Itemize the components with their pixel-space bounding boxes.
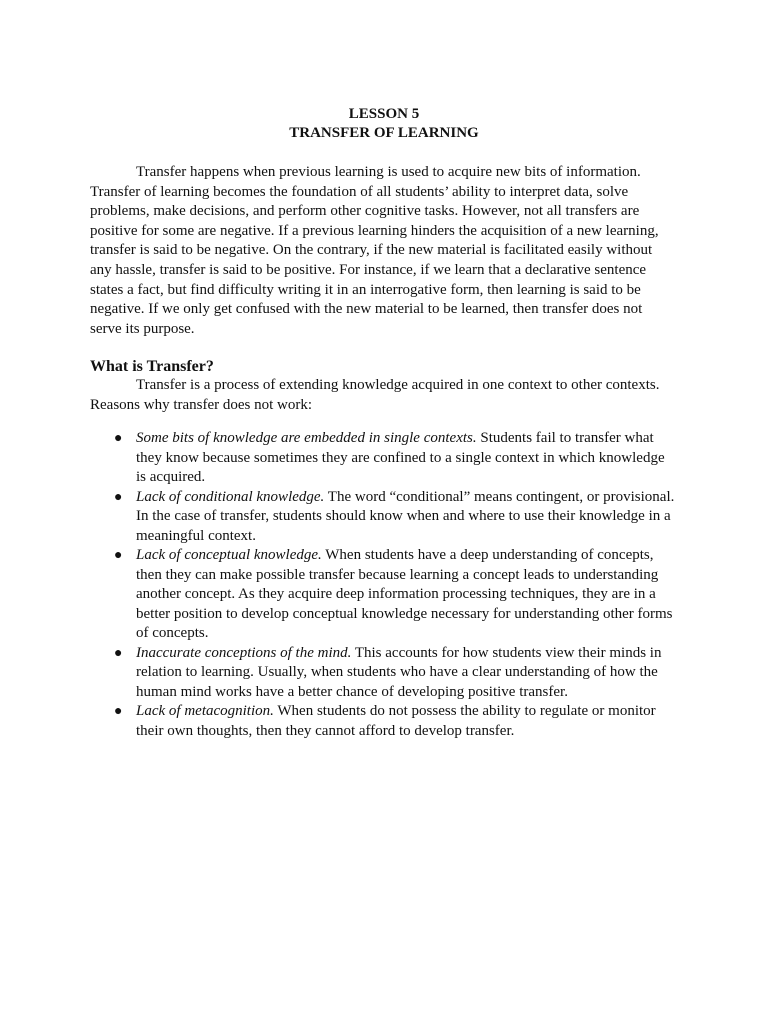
list-item: [90, 644, 676, 703]
reason-term: Some bits of knowledge are embedded in single contexts.: [136, 430, 477, 446]
reason-text: When students have a deep understanding of concepts, then they can make possible transfer because learning a concept leads to understanding another concept. As they acquire deep information processing techniques, they are in a better position to develop conceptual knowledge necessary for understanding other forms of concepts.: [136, 547, 673, 641]
bullet-icon: ●: [114, 704, 123, 719]
bullet-icon: ●: [114, 645, 123, 661]
section-heading: What is Transfer?: [90, 358, 214, 375]
intro-paragraph: Transfer happens when previous learning is used to acquire new bits of information. Transfer of learning becomes the foundation of all students’ ability to interpret data, solve problems, make decisions, and perform other cognitive tasks. However, not all transfers are positive for some are negative. If a previous learning hinders the acquisition of a new learning, transfer is said to be negative. On the contrary, if the new material is facilitated easily without any hassle, transfer is said to be positive. For instance, if we learn that a declarative sentence states a fact, but find difficulty writing it in an interrogative form, then learning is said to be negative. If we only get confused with the new material to be learned, then transfer does not serve its purpose.: [90, 164, 659, 337]
list-item: [90, 429, 676, 488]
list-item: [90, 702, 676, 741]
title-block: [0, 105, 768, 143]
reasons-list: [90, 429, 676, 741]
section-paragraph: Transfer is a process of extending knowledge acquired in one context to other contexts. Reasons why transfer does not work:: [90, 377, 660, 413]
lesson-title: TRANSFER OF LEARNING: [289, 125, 479, 141]
bullet-icon: ●: [114, 431, 123, 446]
reason-text: This accounts for how students view their minds in relation to learning. Usually, when students who have a clear understanding of how the human mind works have a better chance of developing positive transfer.: [136, 644, 662, 700]
reason-term: Lack of conditional knowledge.: [136, 488, 325, 505]
reason-text: When students do not possess the ability to regulate or monitor their own thoughts, then they cannot afford to develop transfer.: [136, 703, 656, 739]
reason-text: The word “conditional” means contingent, or provisional. In the case of transfer, students should know when and where to use their knowledge in a meaningful context.: [136, 488, 675, 544]
bullet-icon: ●: [114, 489, 123, 505]
reason-term: Lack of metacognition.: [136, 703, 274, 719]
list-item: [90, 488, 676, 547]
reason-term: Lack of conceptual knowledge.: [136, 547, 322, 563]
bullet-icon: ●: [114, 548, 123, 563]
reason-text: Students fail to transfer what they know because sometimes they are confined to a single context in which knowledge is acquired.: [136, 430, 665, 485]
reason-term: Inaccurate conceptions of the mind.: [136, 644, 352, 661]
lesson-number: LESSON 5: [348, 106, 420, 122]
list-item: [90, 546, 676, 644]
